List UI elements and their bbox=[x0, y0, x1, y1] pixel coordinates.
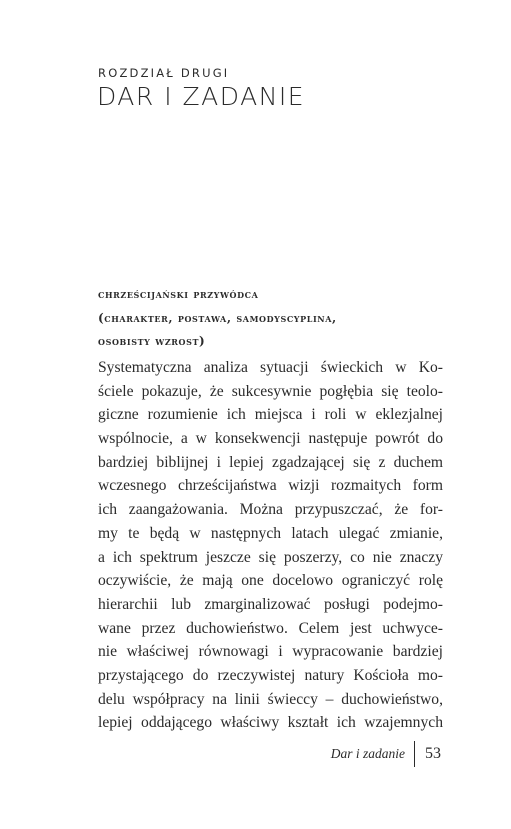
paragraph-line: ściele pokazuje, że sukcesywnie pogłębia się teolo- bbox=[98, 382, 443, 400]
paragraph-line: przystającego do rzeczywistej natury Kościoła mo- bbox=[98, 666, 443, 684]
paragraph-line: a ich spektrum jeszcze się poszerzy, co nie znaczy bbox=[98, 548, 443, 566]
chapter-title: DAR I ZADANIE bbox=[97, 82, 306, 111]
paragraph-line: my te będą w następnych latach ulegać zmianie, bbox=[98, 524, 443, 542]
paragraph-line: lepiej oddającego właściwy kształt ich wzajemnych bbox=[98, 714, 443, 732]
section-heading-line: (charakter, postawa, samodyscyplina, bbox=[98, 310, 337, 325]
paragraph-line: hierarchii lub zmarginalizować posługi podejmo- bbox=[98, 595, 443, 613]
paragraph-line: Systematyczna analiza sytuacji świeckich w Ko- bbox=[98, 359, 443, 376]
running-title: Dar i zadanie bbox=[330, 746, 405, 761]
section-heading bbox=[98, 283, 443, 354]
paragraph-line: wspólnocie, a w konsekwencji następuje powrót do bbox=[98, 430, 443, 448]
paragraph-line: oczywiście, że mają one docelowo ograniczyć rolę bbox=[98, 572, 443, 590]
section-heading-line: chrześcijański przywódca bbox=[98, 287, 259, 301]
paragraph-line: bardziej biblijnej i lepiej zgadzającej się z duchem bbox=[98, 453, 443, 471]
page-number: 53 bbox=[425, 745, 441, 762]
paragraph-line: delu współpracy na linii świeccy – duchowieństwo, bbox=[98, 690, 443, 708]
paragraph-line: giczne rozumienie ich miejsca i roli w eklezjalnej bbox=[98, 406, 443, 424]
section-heading-line: osobisty wzrost) bbox=[98, 334, 206, 348]
paragraph-line: wane przez duchowieństwo. Celem jest uchwyce- bbox=[98, 619, 443, 637]
paragraph-line: nie właściwej równowagi i wypracowanie bardziej bbox=[98, 643, 443, 661]
chapter-label: ROZDZIAŁ DRUGI bbox=[98, 66, 230, 80]
paragraph-line: ich zaangażowania. Można przypuszczać, że for- bbox=[98, 501, 443, 519]
body-paragraph bbox=[98, 356, 443, 735]
page-footer bbox=[331, 741, 441, 767]
paragraph-line: wczesnego chrześcijaństwa wizji rozmaitych form bbox=[98, 477, 443, 495]
